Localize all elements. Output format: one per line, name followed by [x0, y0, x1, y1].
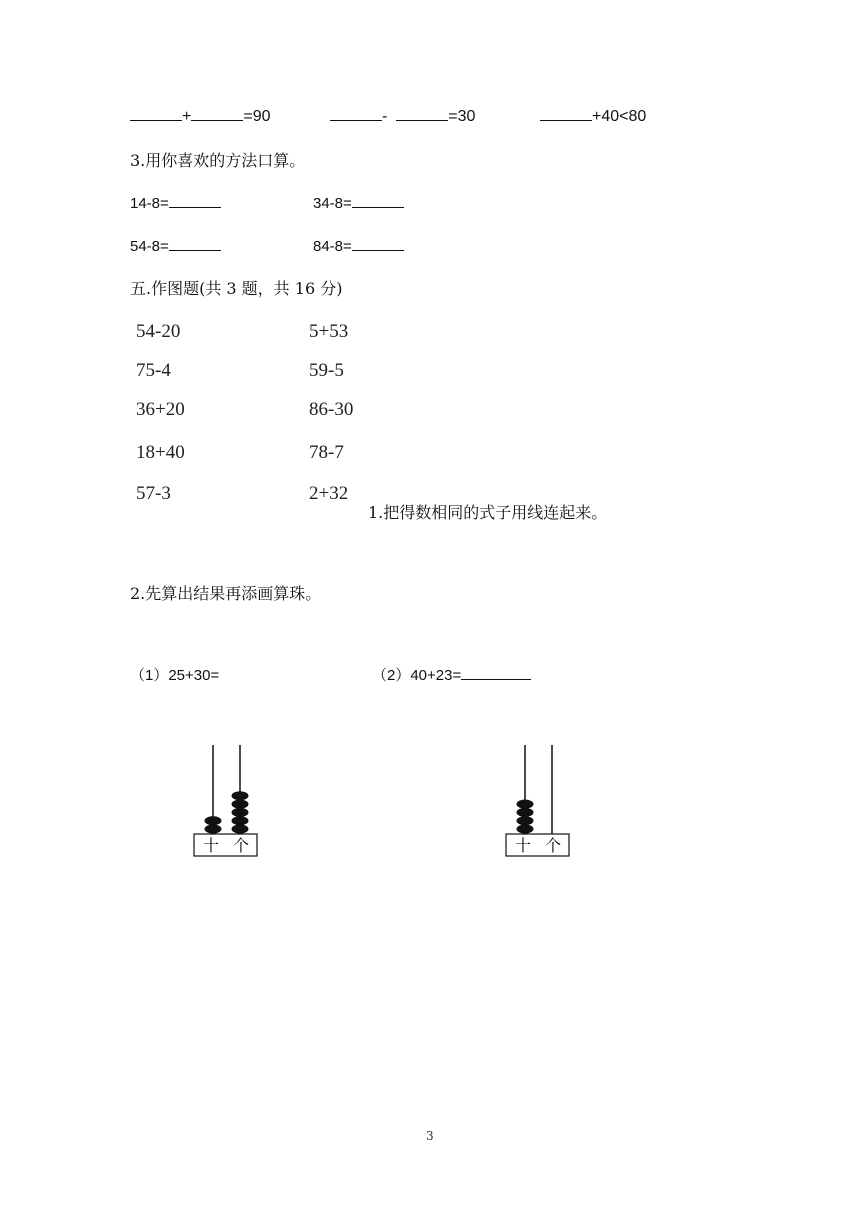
- bead: [517, 816, 534, 825]
- match-left-item[interactable]: 36+20: [136, 399, 185, 420]
- answer-blank[interactable]: [191, 106, 243, 121]
- bead: [232, 808, 249, 817]
- match-right-item[interactable]: 59-5: [309, 360, 344, 381]
- abacus-2[interactable]: [505, 745, 571, 859]
- q2-part-2: （2）40+23=: [372, 664, 531, 685]
- fill-expression-2: - =30: [330, 106, 475, 126]
- page-number: 3: [426, 1129, 434, 1143]
- bead: [232, 824, 249, 833]
- ones-label: 个: [544, 836, 562, 855]
- match-left-item[interactable]: 57-3: [136, 483, 171, 504]
- matching-instruction: 1.把得数相同的式子用线连起来。: [368, 503, 608, 522]
- q3-title: 3.用你喜欢的方法口算。: [130, 151, 306, 170]
- answer-blank[interactable]: [396, 106, 448, 121]
- mental-math-item: 84-8=: [313, 236, 404, 255]
- match-left-item[interactable]: 54-20: [136, 321, 181, 342]
- tens-beads: [205, 816, 222, 834]
- tens-label: 十: [514, 836, 532, 855]
- bead: [205, 816, 222, 825]
- match-right-item[interactable]: 78-7: [309, 442, 344, 463]
- abacus-1[interactable]: [193, 745, 259, 859]
- section-title: 五.作图题(共 3 题，共 16 分): [130, 279, 343, 298]
- match-left-item[interactable]: 75-4: [136, 360, 171, 381]
- fill-expression-3: +40<80: [540, 106, 646, 126]
- match-left-item[interactable]: 18+40: [136, 442, 185, 463]
- answer-blank[interactable]: [540, 106, 592, 121]
- ones-beads: [232, 791, 249, 833]
- match-right-item[interactable]: 86-30: [309, 399, 354, 420]
- answer-blank[interactable]: [169, 236, 221, 251]
- tens-beads: [517, 800, 534, 834]
- mental-math-item: 54-8=: [130, 236, 221, 255]
- answer-blank[interactable]: [352, 236, 404, 251]
- bead: [517, 800, 534, 809]
- q2-part-1: （1）25+30=: [130, 667, 220, 684]
- mental-math-item: 14-8=: [130, 193, 221, 212]
- match-right-item[interactable]: 5+53: [309, 321, 349, 342]
- bead: [232, 800, 249, 809]
- answer-blank[interactable]: [130, 106, 182, 121]
- ones-label: 个: [232, 836, 250, 855]
- answer-blank[interactable]: [330, 106, 382, 121]
- q2-title: 2.先算出结果再添画算珠。: [130, 584, 322, 603]
- tens-label: 十: [202, 836, 220, 855]
- bead: [232, 791, 249, 800]
- match-right-item[interactable]: 2+32: [309, 483, 349, 504]
- answer-blank[interactable]: [169, 193, 221, 208]
- bead: [517, 808, 534, 817]
- bead: [517, 824, 534, 833]
- bead: [205, 824, 222, 833]
- bead: [232, 816, 249, 825]
- answer-blank[interactable]: [461, 665, 531, 680]
- fill-expression-1: + =90: [130, 106, 270, 126]
- mental-math-item: 34-8=: [313, 193, 404, 212]
- answer-blank[interactable]: [352, 193, 404, 208]
